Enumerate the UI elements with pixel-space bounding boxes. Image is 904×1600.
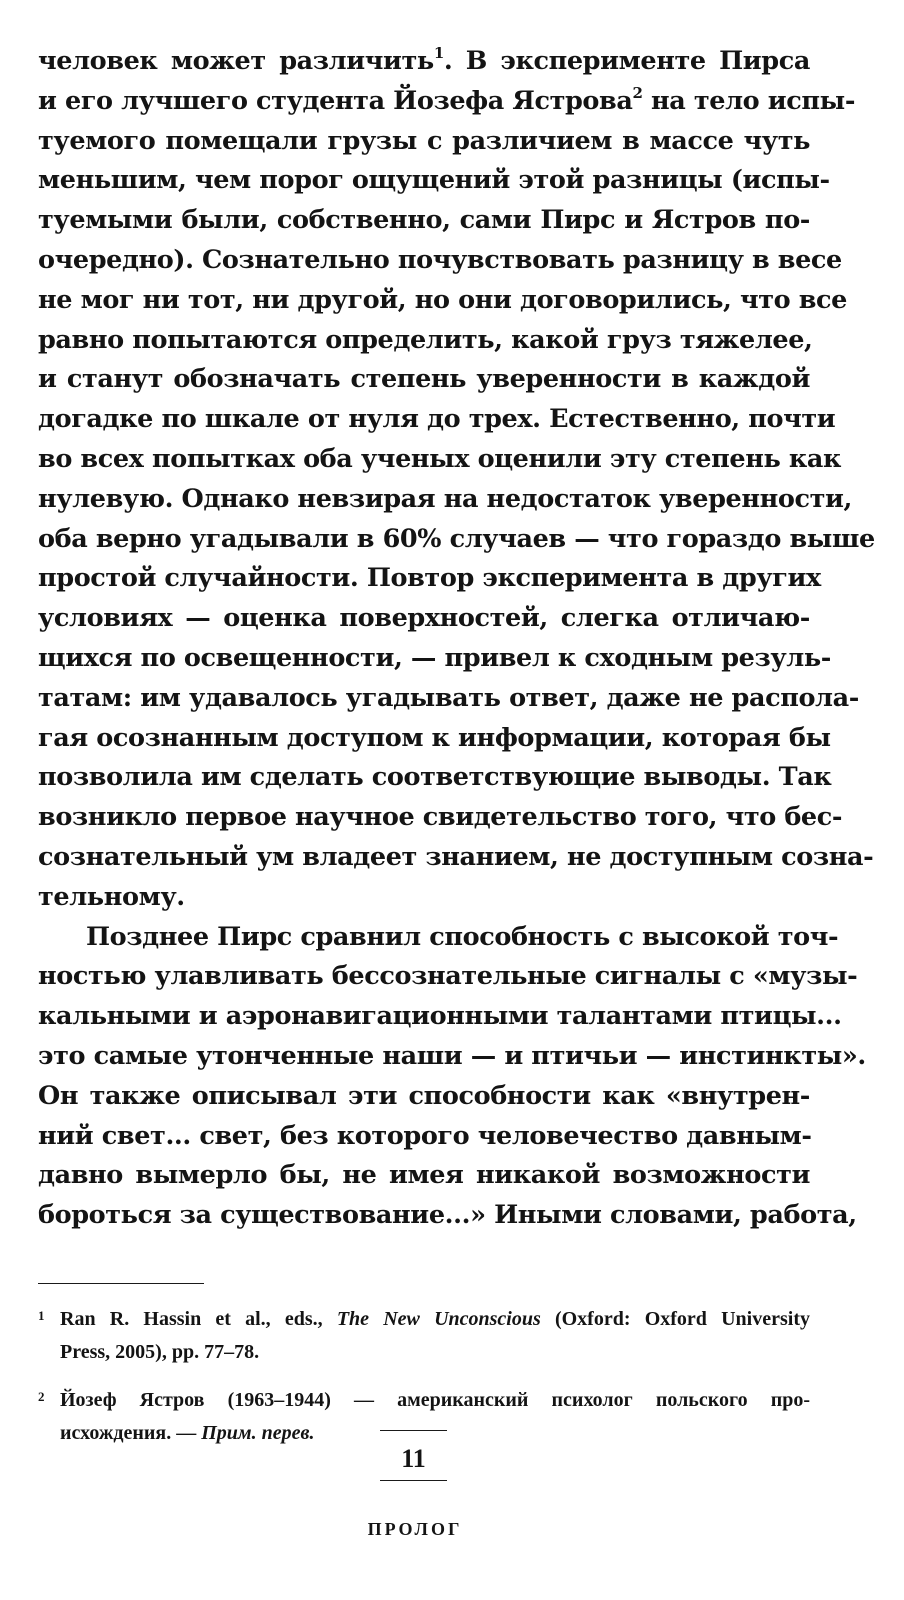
text-line: татам: им удавалось угадывать ответ, даже не распола- bbox=[38, 682, 859, 713]
footnote-ref-2[interactable]: 2 bbox=[632, 83, 643, 102]
text-line: простой случайности. Повтор эксперимента в других bbox=[38, 563, 821, 594]
text-line: тельному. bbox=[38, 881, 185, 912]
text-line: нулевую. Однако невзирая на недостаток уверенности, bbox=[38, 483, 852, 514]
text-line: и станут обозначать степень уверенности в каждой bbox=[38, 364, 810, 395]
footnote-number: 1 bbox=[38, 1308, 45, 1323]
footnote-ref-1[interactable]: 1 bbox=[433, 44, 444, 62]
page-number: 11 bbox=[401, 1444, 426, 1473]
footnote-2 bbox=[38, 1384, 810, 1450]
text-line: туемыми были, собственно, сами Пирс и Ястров по- bbox=[38, 205, 810, 236]
footnote-separator bbox=[38, 1283, 204, 1284]
paragraph-start-line: Позднее Пирс сравнил способность с высокой точ- bbox=[86, 921, 839, 952]
footnote-line: Йозеф Ястров (1963–1944) — американский психолог польского про- bbox=[60, 1389, 810, 1411]
translator-note: Прим. перев. bbox=[201, 1422, 315, 1444]
text-line: сознательный ум владеет знанием, не доступным созна- bbox=[38, 841, 874, 872]
text-line: позволила им сделать соответствующие выводы. Так bbox=[38, 762, 832, 793]
running-footer: ПРОЛОГ bbox=[367, 1519, 463, 1539]
text-line: равно попытаются определить, какой груз тяжелее, bbox=[38, 324, 813, 355]
footnote-line: Press, 2005), pp. 77–78. bbox=[60, 1341, 260, 1363]
text-line: давно вымерло бы, не имея никакой возможности bbox=[38, 1160, 810, 1191]
text-line: меньшим, чем порог ощущений этой разницы (испы- bbox=[38, 165, 830, 196]
page-number-rule-bottom bbox=[380, 1480, 447, 1481]
footnotes bbox=[38, 1303, 810, 1465]
text-line: оба верно угадывали в 60% случаев — что гораздо выше bbox=[38, 523, 875, 554]
text-line: возникло первое научное свидетельство того, что бес- bbox=[38, 802, 843, 833]
text-line: очередно). Сознательно почувствовать разницу в весе bbox=[38, 244, 842, 275]
text-line: это самые утонченные наши — и птичьи — инстинкты». bbox=[38, 1040, 866, 1071]
book-title: The New Unconscious bbox=[336, 1308, 541, 1330]
text-line: Он также описывал эти способности как «внутрен- bbox=[38, 1080, 810, 1111]
text-line: туемого помещали грузы с различием в массе чуть bbox=[38, 125, 810, 156]
text-line: гая осознанным доступом к информации, которая бы bbox=[38, 722, 831, 753]
text-line: кальными и аэронавигационными талантами птицы... bbox=[38, 1001, 842, 1032]
footnote-1 bbox=[38, 1303, 810, 1369]
text-line: ностью улавливать бессознательные сигналы с «музы- bbox=[38, 961, 858, 992]
text-line: догадке по шкале от нуля до трех. Естественно, почти bbox=[38, 404, 836, 435]
text-line: и его лучшего студента Йозефа Ястрова$^2$ на тело испы- bbox=[38, 83, 855, 116]
text-line: во всех попытках оба ученых оценили эту степень как bbox=[38, 443, 841, 474]
footnote-line: Ran R. Hassin et al., eds., The New Unconscious (Oxford: Oxford University bbox=[60, 1308, 810, 1330]
text-line: щихся по освещенности, — привел к сходным резуль- bbox=[38, 642, 831, 673]
text-line: условиях — оценка поверхностей, слегка отличаю- bbox=[38, 603, 810, 634]
text-line: не мог ни тот, ни другой, но они договорились, что все bbox=[38, 284, 847, 315]
page-number-rule-top bbox=[380, 1430, 447, 1431]
text-line: ний свет... свет, без которого человечество давным- bbox=[38, 1120, 812, 1151]
body-text bbox=[38, 42, 875, 1236]
footnote-line: исхождения. — Прим. перев. bbox=[60, 1422, 315, 1444]
text-line: человек может различить$^1$. В эксперименте Пирса bbox=[38, 44, 810, 76]
text-line: бороться за существование...» Иными словами, работа, bbox=[38, 1200, 857, 1231]
footnote-number: 2 bbox=[38, 1389, 45, 1404]
